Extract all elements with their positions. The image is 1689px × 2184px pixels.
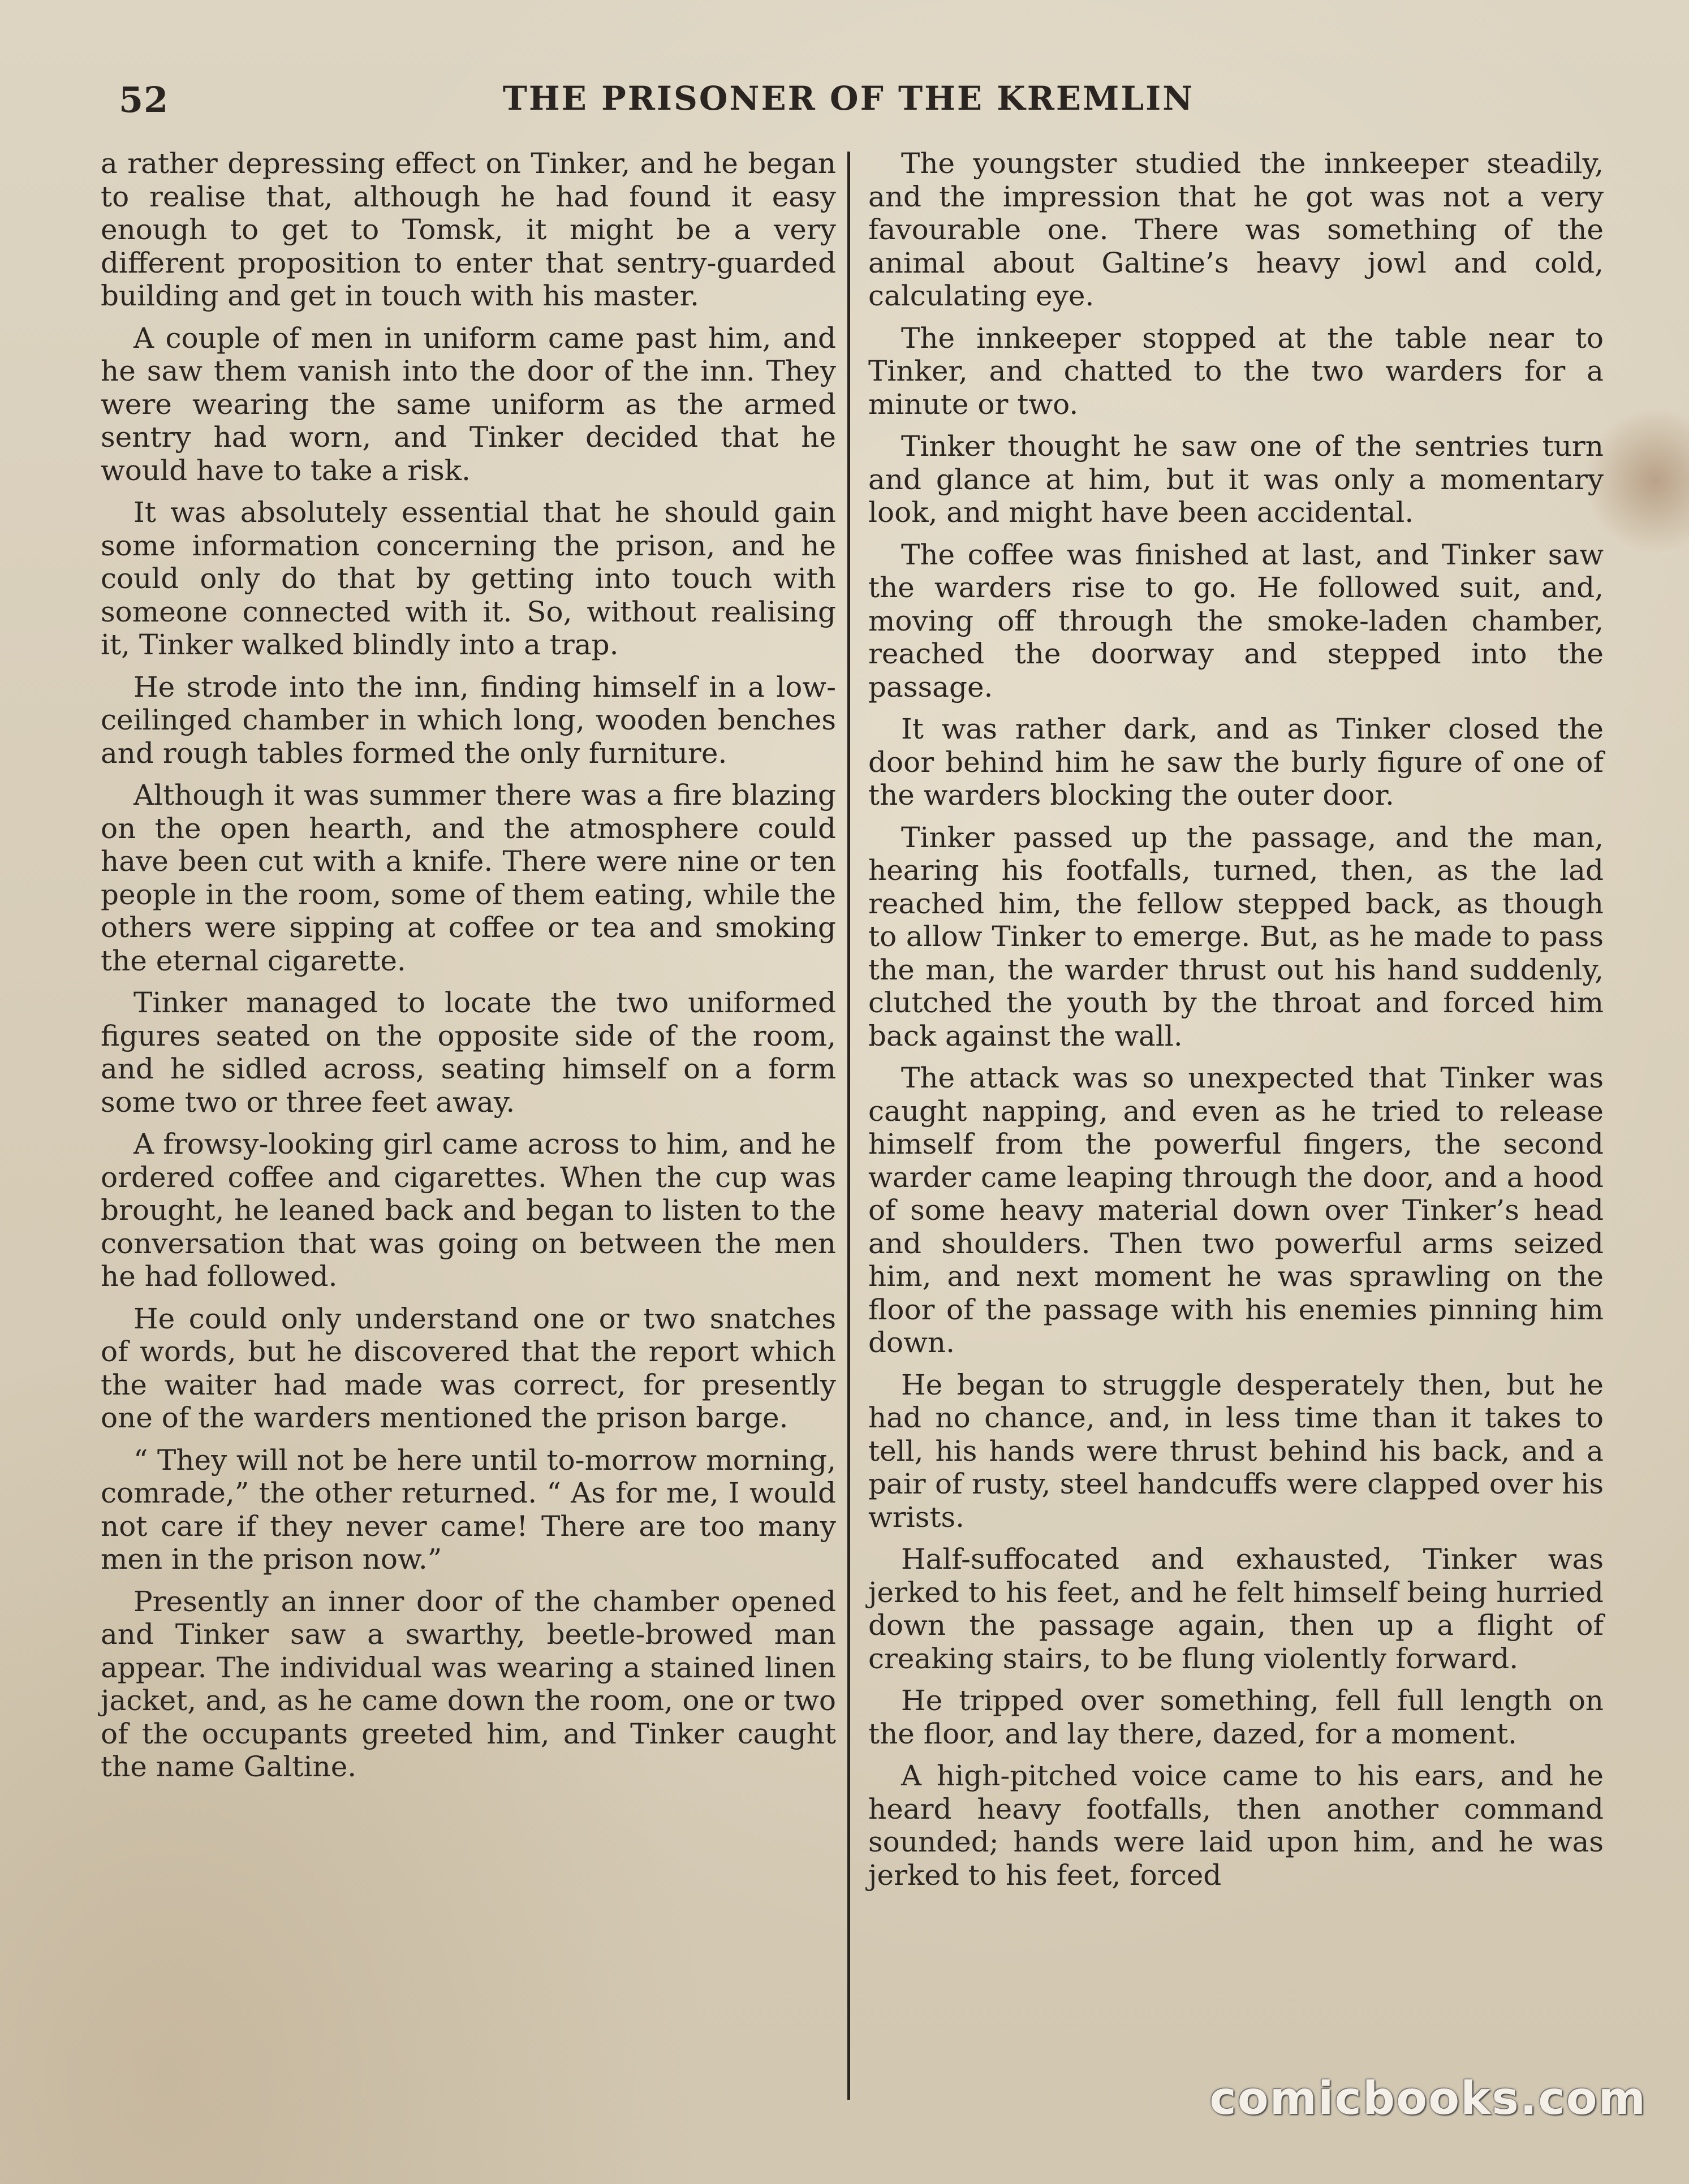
paragraph: Although it was summer there was a fire blazing on the open hearth, and the atmosphere could have been cut with a knife. There were nine or ten people in the room, some of them eating, while the others were sipping at coffee or tea and smoking the eternal cigarette. [101,779,836,977]
paragraph: It was rather dark, and as Tinker closed the door behind him he saw the burly figure of one of the warders blocking the outer door. [868,713,1604,812]
paragraph: The youngster studied the innkeeper steadily, and the impression that he got was not a very favourable one. There was something of the animal about Galtine’s heavy jowl and cold, calculating eye. [868,147,1604,312]
paragraph: a rather depressing effect on Tinker, and he began to realise that, although he had found it easy enough to get to Tomsk, it might be a very different proposition to enter that sentry-guarded building and get in touch with his master. [101,147,836,312]
paragraph: Presently an inner door of the chamber opened and Tinker saw a swarthy, beetle-browed man appear. The individual was wearing a stained linen jacket, and, as he came down the room, one or two of the occupants greeted him, and Tinker caught the name Galtine. [101,1585,836,1783]
paragraph: Tinker managed to locate the two uniformed figures seated on the opposite side of the room, and he sidled across, seating himself on a form some two or three feet away. [101,986,836,1119]
page-number: 52 [119,79,169,120]
paragraph: The innkeeper stopped at the table near to Tinker, and chatted to the two warders for a minute or two. [868,321,1604,421]
paragraph: Tinker passed up the passage, and the man, hearing his footfalls, turned, then, as the lad reached him, the fellow stepped back, as though to allow Tinker to emerge. But, as he made to pass the man, the warder thrust out his hand suddenly, clutched the youth by the throat and forced him back against the wall. [868,821,1604,1052]
page-header [96,79,1601,130]
paragraph: The attack was so unexpected that Tinker was caught napping, and even as he tried to release himself from the powerful fingers, the second warder came leaping through the door, and a hood of some heavy material down over Tinker’s head and shoulders. Then two powerful arms seized him, and next moment he was sprawling on the floor of the passage with his enemies pinning him down. [868,1061,1604,1359]
left-column [101,147,836,1793]
paragraph: Tinker thought he saw one of the sentries turn and glance at him, but it was only a momentary look, and might have been accidental. [868,430,1604,529]
paragraph: A high-pitched voice came to his ears, and he heard heavy footfalls, then another command sounded; hands were laid upon him, and he was jerked to his feet, forced [868,1759,1604,1892]
paragraph: It was absolutely essential that he should gain some information concerning the prison, and he could only do that by getting into touch with someone connected with it. So, without realising it, Tinker walked blindly into a trap. [101,496,836,661]
paragraph: He tripped over something, fell full length on the floor, and lay there, dazed, for a moment. [868,1684,1604,1750]
paragraph: A couple of men in uniform came past him, and he saw them vanish into the door of the inn. They were wearing the same uniform as the armed sentry had worn, and Tinker decided that he would have to take a risk. [101,321,836,487]
running-title: THE PRISONER OF THE KREMLIN [502,79,1195,118]
paragraph: He strode into the inn, finding himself in a low-ceilinged chamber in which long, wooden benches and rough tables formed the only furniture. [101,670,836,770]
watermark: comicbooks.com [1209,2072,1647,2125]
paragraph: The coffee was finished at last, and Tinker saw the warders rise to go. He followed suit, and, moving off through the smoke-laden chamber, reached the doorway and stepped into the passage. [868,538,1604,703]
paragraph: He began to struggle desperately then, but he had no chance, and, in less time than it takes to tell, his hands were thrust behind his back, and a pair of rusty, steel handcuffs were clapped over his wrists. [868,1368,1604,1534]
paragraph: A frowsy-looking girl came across to him, and he ordered coffee and cigarettes. When the cup was brought, he leaned back and began to listen to the conversation that was going on between the men he had followed. [101,1128,836,1293]
paragraph: “ They will not be here until to-morrow morning, comrade,” the other returned. “ As for me, I would not care if they never came! There are too many men in the prison now.” [101,1443,836,1576]
column-divider [847,152,850,2100]
right-column [868,147,1604,1901]
paragraph: He could only understand one or two snatches of words, but he discovered that the report which the waiter had made was correct, for presently one of the warders mentioned the prison barge. [101,1302,836,1434]
paragraph: Half-suffocated and exhausted, Tinker was jerked to his feet, and he felt himself being hurried down the passage again, then up a flight of creaking stairs, to be flung violently forward. [868,1543,1604,1675]
